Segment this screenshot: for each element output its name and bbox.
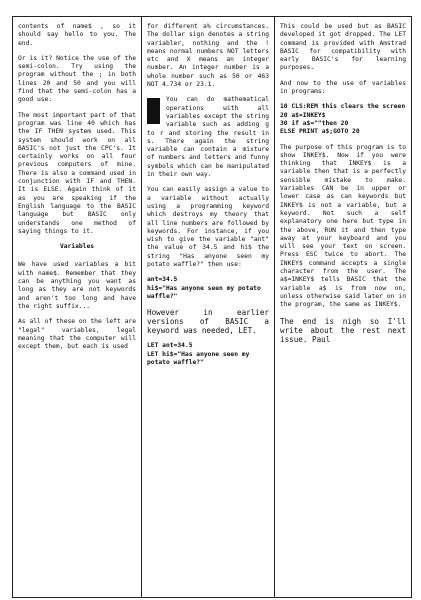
paragraph: And now to the use of variables in programs: <box>280 79 406 96</box>
paragraph-text: You can do mathematical operations with all variables except the string variable such as adding g to r and storing the result in s. There again the string variable can contain a mixture of numbers and letters and funny symbols which can be manipulated in their own way. <box>147 96 269 179</box>
section-heading: Variables <box>59 243 95 251</box>
paragraph: Or is it? Notice the use of the semi-colon. Try using the program without the ; in both lines 20 and 50 and you will find that the semi-colon has a good use. <box>18 54 136 104</box>
code-line: LET hi$="Has anyone seen my potato waffle?" <box>147 350 254 366</box>
paragraph: contents of name$ , so it should say hello to you. The end. <box>18 23 136 47</box>
paragraph: The end is nigh so I'll write about the rest next issue. Paul <box>280 316 406 344</box>
paragraph-with-dropcap <box>147 96 269 179</box>
paragraph: You can easily assign a value to a variable without actually using a programming keyword which destroys my theory that all line numbers are followed by keywords. For instance, if you wish to give the variable "ant" the value of 34.5 and hi$ the string "Has anyone seen my potato waffle?" then use: <box>147 186 269 269</box>
code-line: ant=34.5 <box>147 276 178 284</box>
code-block <box>147 342 269 367</box>
code-line: 20 a$=INKEY$ <box>280 111 326 119</box>
paragraph: This could be used but as BASIC developed it got dropped. The LET command is provided with Amstrad BASIC for compatibility with early BASIC's for learning purposes. <box>280 23 406 72</box>
column-middle <box>142 17 275 597</box>
paragraph: for different a% circumstances. The dollar sign denotes a string variabler, nothing and the ! means normal numbers NOT letters etc and X means an integer number. An integer number is a whole number such as 50 or 463 NOT 4.734 or 23.1. <box>147 23 269 89</box>
code-line: hi$="Has anyone seen my potato waffle?" <box>147 284 265 300</box>
magazine-page <box>12 16 412 598</box>
code-line: ELSE PRINT a$;GOTO 20 <box>280 128 360 136</box>
paragraph: The purpose of this program is to show INKEY$. Now if you were thinking that INKEY$ is a variable then that is a perfectly sensible mistake to make. Variables CAN be in upper or lower case as can keywords but INKEY$ is not a variable, but a keyword. Not such a self explanatory one here but type in the above, RUN it and then type away at your keyboard and you will see your text on screen. Press ESC twice to abort. The INKEY$ command accepts a single character from the user. The a$=INKEY$ tells BASIC that the variable a$ is from now on, unless otherwise said later on in the program, the same as INKEY$. <box>280 143 406 309</box>
paragraph: As all of these on the left are "legal" variables, legal meaning that the computer will except them, but each is used <box>18 318 136 351</box>
paragraph: However in earlier versions of BASIC a keyword was needed, LET. <box>147 308 269 336</box>
code-line: 30 if a$=""then 20 <box>280 119 349 127</box>
code-line: 10 CLS:REM this clears the screen <box>280 103 406 111</box>
column-right <box>275 17 411 597</box>
code-block <box>280 103 406 136</box>
code-line: LET ant=34.5 <box>147 342 193 350</box>
code-block <box>147 276 269 301</box>
paragraph: We have used variables a bit with name$. Remember that they can be anything you want as long as they are not keywords and aren't too long and have the right suffix... <box>18 261 136 310</box>
paragraph: The most important part of that program was line 40 which has the IF THEN system used. This system should work on all BASIC's not just the CPC's. It certainly works on all four previous computers of mine. There is also a command used in conjunction with IF and THEN. It is ELSE. Again think of it as you are speaking if the English language to the BASIC language but BASIC only understands one method of saying things to it. <box>18 111 136 235</box>
drop-cap-block <box>147 98 160 124</box>
column-left <box>13 17 142 597</box>
